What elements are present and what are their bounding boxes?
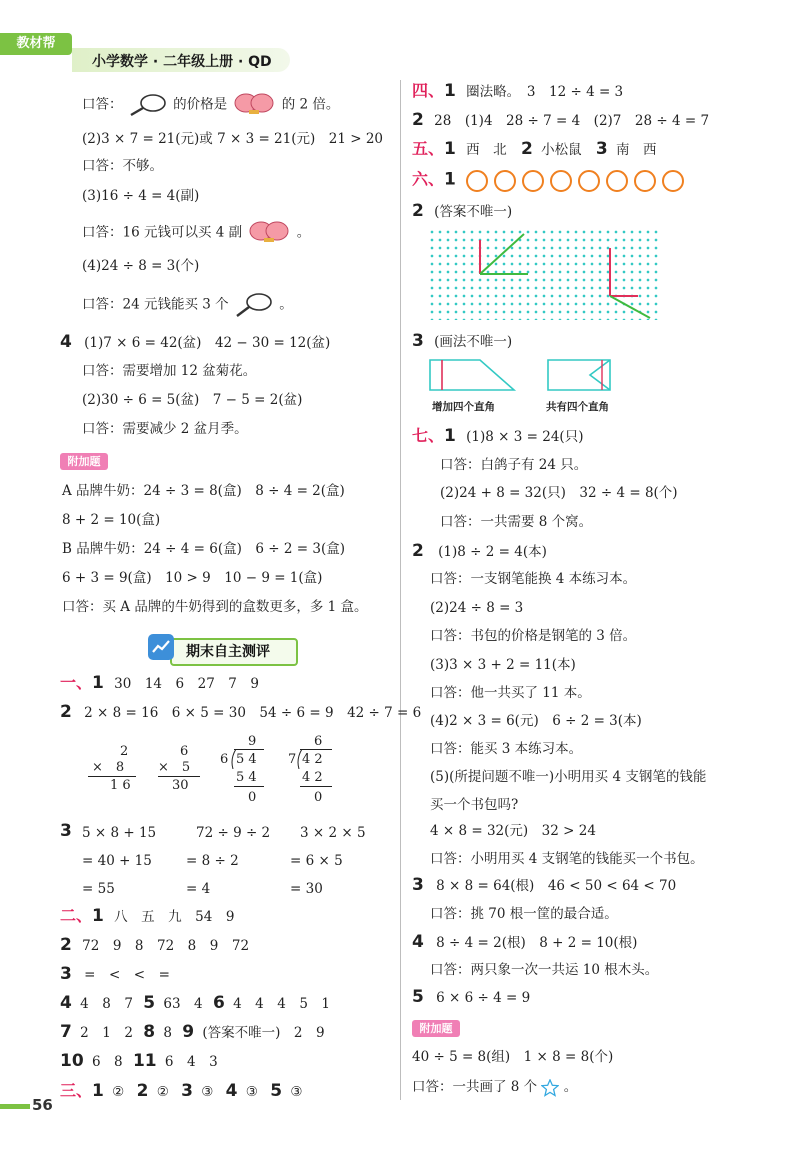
section-4-q1: 四、1 圈法略。 3 12 ÷ 4 = 3 — [412, 81, 624, 101]
answer-line: 口答：他一共买了 11 本。 — [430, 685, 591, 701]
vertical-calc-4 — [284, 734, 344, 810]
tennis-racket-icon — [233, 292, 275, 318]
calc-digit: 9 — [248, 734, 257, 749]
section-1-q2: 2 2 × 8 = 16 6 × 5 = 30 54 ÷ 6 = 9 42 ÷ 7 = 6 — [60, 702, 422, 722]
calc-digit: 7 — [288, 752, 297, 767]
section-2-q3: 3 = < < = — [60, 964, 170, 984]
shape-caption: 增加四个直角 — [432, 401, 495, 413]
answer-line: (4)2 × 3 = 6(元) 6 ÷ 2 = 3(本) — [430, 713, 642, 729]
bonus-badge: 附加题 — [412, 1020, 460, 1037]
header-tag: 教材帮 — [0, 33, 72, 55]
section-5: 五、1 西 北 2 小松鼠 3 南 西 — [412, 139, 657, 159]
angle-drawing — [428, 228, 662, 320]
answer-line: 口答：买 A 品牌的牛奶得到的盒数更多，多 1 盒。 — [62, 599, 368, 615]
section-7-q1: 七、1 (1)8 × 3 = 24(只) — [412, 426, 584, 446]
ping-pong-paddles-icon — [246, 220, 292, 246]
page-title: 小学数学 · 二年级上册 · QD — [92, 54, 272, 70]
tennis-racket-icon — [127, 93, 169, 117]
calc-digit: 5 4 — [236, 770, 257, 785]
shape-caption: 共有四个直角 — [546, 401, 609, 413]
calc-digit: 30 — [172, 778, 189, 793]
section-7-q5: 5 6 × 6 ÷ 4 = 9 — [412, 987, 531, 1007]
section-2-q10-11: 10 6 8 11 6 4 3 — [60, 1051, 218, 1071]
answer-line: (3)3 × 3 + 2 = 11(本) — [430, 657, 576, 673]
answer-line: 买一个书包吗? — [430, 797, 519, 813]
circle-shape — [606, 170, 628, 192]
answer-line: 口答：能买 3 本练习本。 — [430, 741, 583, 757]
answer-line: (5)(所提问题不唯一)小明用买 4 支钢笔的钱能 — [430, 769, 707, 785]
vertical-calc-3 — [216, 734, 276, 810]
vertical-calc-2 — [158, 744, 208, 804]
notched-rectangle-shape — [546, 358, 616, 394]
answer-line: 口答：不够。 — [82, 158, 163, 174]
answer-line: B 品牌牛奶：24 ÷ 4 = 6(盒) 6 ÷ 2 = 3(盒) — [62, 541, 345, 557]
calc-digit: 6 — [220, 752, 229, 767]
section-1-q1: 一、1 30 14 6 27 7 9 — [60, 673, 259, 693]
calc-rule — [300, 786, 332, 787]
circle-shape — [466, 170, 488, 192]
calc-digit: 6 — [314, 734, 323, 749]
answer-line: 口答： 的价格是 的 2 倍。 — [82, 92, 339, 118]
answer-line: 口答：16 元钱可以买 4 副 。 — [82, 220, 310, 246]
answer-line: 8 + 2 = 10(盒) — [62, 512, 161, 528]
section-6-q3: 3 (画法不唯一) — [412, 331, 513, 351]
circle-shape — [494, 170, 516, 192]
circle-shape — [578, 170, 600, 192]
answer-line: 口答：白鸽子有 24 只。 — [440, 457, 588, 473]
section-6-q1: 六、1 — [412, 170, 690, 192]
calc-digit: 2 — [120, 744, 129, 759]
page-number: 56 — [32, 1096, 53, 1114]
step-calc: = 30 — [290, 881, 323, 897]
answer-line: 口答：书包的价格是钢笔的 3 倍。 — [430, 628, 637, 644]
column-divider — [400, 80, 401, 1100]
star-icon — [541, 1079, 559, 1097]
calc-digit: × 5 — [158, 760, 191, 775]
circle-row — [466, 173, 690, 189]
step-calc: = 55 — [82, 881, 115, 897]
answer-line: 4 × 8 = 32(元) 32 > 24 — [430, 823, 596, 839]
calc-digit: 4 2 — [302, 770, 323, 785]
step-calc: 72 ÷ 9 ÷ 2 — [196, 825, 271, 841]
calc-rule — [88, 776, 136, 777]
step-calc: 5 × 8 + 15 — [82, 825, 157, 841]
step-calc: = 4 — [186, 881, 211, 897]
answer-line: (3)16 ÷ 4 = 4(副) — [82, 188, 200, 204]
answer-line: (2)30 ÷ 6 = 5(盆) 7 − 5 = 2(盆) — [82, 392, 303, 408]
circle-shape — [522, 170, 544, 192]
calc-digit: × 8 — [92, 760, 125, 775]
section-3: 三、1 ② 2 ② 3 ③ 4 ③ 5 ③ — [60, 1081, 303, 1101]
calc-rule — [158, 776, 200, 777]
calc-rule — [234, 786, 264, 787]
section-2-q1: 二、1 八 五 九 54 9 — [60, 906, 235, 926]
step-calc: 3 × 2 × 5 — [300, 825, 366, 841]
section-1-q3: 3 — [60, 821, 72, 841]
answer-line: (2)3 × 7 = 21(元)或 7 × 3 = 21(元) 21 > 20 — [82, 131, 384, 147]
section-4-q2: 2 28 (1)4 28 ÷ 7 = 4 (2)7 28 ÷ 4 = 7 — [412, 110, 710, 130]
answer-line: 口答：挑 70 根一筐的最合适。 — [430, 906, 618, 922]
step-calc: = 6 × 5 — [290, 853, 343, 869]
calc-digit: 5 4 — [236, 752, 257, 767]
ping-pong-paddles-icon — [231, 92, 277, 118]
answer-line: 口答：两只象一次一共运 10 根木头。 — [430, 962, 659, 978]
calc-digit: 4 2 — [302, 752, 323, 767]
calc-digit: 0 — [248, 790, 257, 805]
answer-line: (2)24 ÷ 8 = 3 — [430, 600, 524, 616]
step-calc: = 8 ÷ 2 — [186, 853, 239, 869]
answer-line: 口答：一支钢笔能换 4 本练习本。 — [430, 571, 637, 587]
section-7-q2: 2 (1)8 ÷ 2 = 4(本) — [412, 541, 547, 561]
vertical-calc-1 — [88, 744, 138, 804]
circle-shape — [550, 170, 572, 192]
answer-line: 口答：一共画了 8 个 。 — [412, 1079, 578, 1095]
calc-digit: 0 — [314, 790, 323, 805]
section-7-q4: 4 8 ÷ 4 = 2(根) 8 + 2 = 10(根) — [412, 932, 638, 952]
answer-line: 口答：需要增加 12 盆菊花。 — [82, 363, 257, 379]
answer-line: 40 ÷ 5 = 8(组) 1 × 8 = 8(个) — [412, 1049, 614, 1065]
bonus-badge: 附加题 — [60, 453, 108, 470]
step-calc: = 40 + 15 — [82, 853, 152, 869]
section-2-q4-6: 4 4 8 7 5 63 4 6 4 4 4 5 1 — [60, 993, 331, 1013]
calc-digit: 1 6 — [110, 778, 131, 793]
calc-rule — [300, 749, 332, 750]
section-title: 期末自主测评 — [186, 644, 270, 660]
section-2-q7-9: 7 2 1 2 8 8 9 (答案不唯一) 2 9 — [60, 1022, 325, 1042]
answer-line: 口答：小明用买 4 支钢笔的钱能买一个书包。 — [430, 851, 704, 867]
answer-line: (4)24 ÷ 8 = 3(个) — [82, 258, 200, 274]
chart-icon — [148, 634, 174, 660]
calc-digit: 6 — [180, 744, 189, 759]
question-4: 4 (1)7 × 6 = 42(盆) 42 − 30 = 12(盆) — [60, 332, 331, 352]
page-number-bar — [0, 1104, 30, 1109]
calc-rule — [234, 749, 264, 750]
answer-line: 口答：需要减少 2 盆月季。 — [82, 421, 248, 437]
section-header — [148, 634, 296, 664]
answer-line: A 品牌牛奶：24 ÷ 3 = 8(盒) 8 ÷ 4 = 2(盒) — [62, 483, 345, 499]
section-6-q2: 2 (答案不唯一) — [412, 201, 513, 221]
trapezoid-shape — [428, 358, 518, 394]
section-2-q2: 2 72 9 8 72 8 9 72 — [60, 935, 250, 955]
circle-shape — [662, 170, 684, 192]
answer-line: 口答：一共需要 8 个窝。 — [440, 514, 593, 530]
answer-line: (2)24 + 8 = 32(只) 32 ÷ 4 = 8(个) — [440, 485, 678, 501]
circle-shape — [634, 170, 656, 192]
answer-line: 口答：24 元钱能买 3 个 。 — [82, 292, 293, 318]
section-7-q3: 3 8 × 8 = 64(根) 46 < 50 < 64 < 70 — [412, 875, 677, 895]
answer-line: 6 + 3 = 9(盒) 10 > 9 10 − 9 = 1(盒) — [62, 570, 323, 586]
